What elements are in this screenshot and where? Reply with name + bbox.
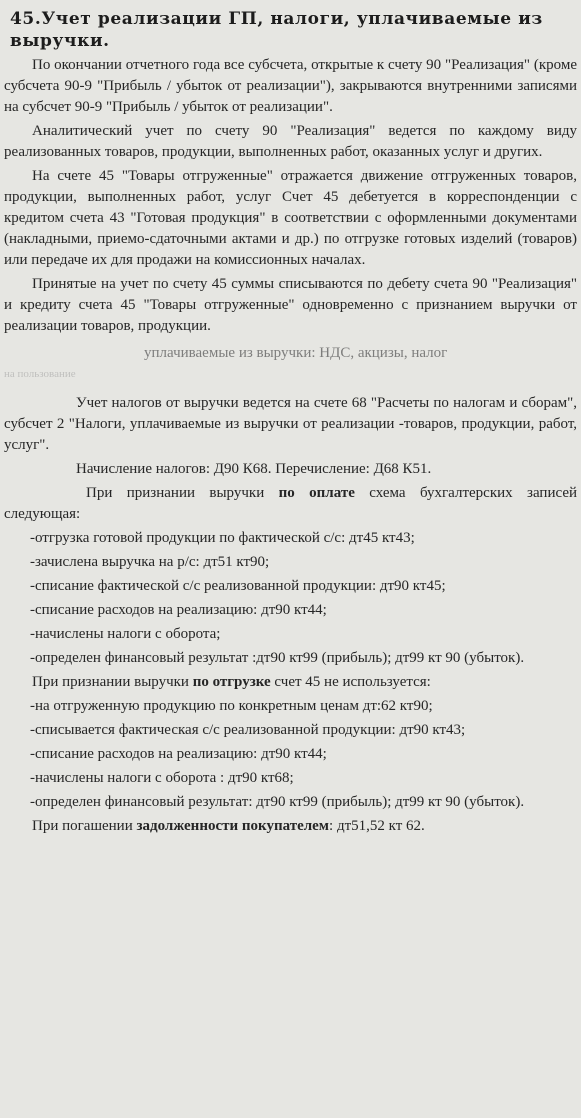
faded-text-fragment: на пользование	[4, 368, 76, 380]
paragraph-debt-repayment	[4, 816, 577, 837]
text: При признании выручки	[32, 674, 193, 690]
list-item: -списание расходов на реализацию: дт90 кт44;	[30, 602, 327, 618]
paragraph-tax-accounting: Учет налогов от выручки ведется на счете 68 "Расчеты по налогам и сборам", субсчет 2 "Налоги, уплачиваемые из выручки от реализации -товаров, продукции, работ, услуг".	[4, 395, 577, 453]
text: : дт51,52 кт 62.	[329, 818, 425, 834]
payment-entries-list	[4, 528, 577, 669]
bold-phrase: по оплате	[278, 485, 355, 501]
paragraph-subaccounts-closing: По окончании отчетного года все субсчета, открытые к счету 90 "Реализация" (кроме субсчета 90-9 "Прибыль / убыток от реализации"), закрываются внутренними записями на субсчет 90-9 "Прибыль / убыток от реализации".	[4, 57, 577, 115]
list-item: -списание фактической с/с реализованной продукции: дт90 кт45;	[30, 578, 446, 594]
list-item: -на отгруженную продукцию по конкретным ценам дт:62 кт90;	[30, 698, 433, 714]
paragraph-account-45: На счете 45 "Товары отгруженные" отражается движение отгруженных товаров, продукции, выполненных работ, услуг Счет 45 дебетуется в корреспонденции с кредитом счета 43 "Готовая продукция" в соответствии с оформленными документами (накладными, приемо-сдаточными актами и др.) по отгрузке готовых изделий (товаров) или передаче их для продажи на комиссионных началах.	[4, 168, 577, 268]
page-title: 45.Учет реализации ГП, налоги, уплачиваемые из выручки.	[10, 9, 543, 51]
paragraph-shipment-scheme	[4, 672, 577, 693]
bold-phrase: по отгрузке	[192, 674, 271, 690]
paragraph-payment-scheme	[4, 483, 577, 525]
paragraph-tax-entries: Начисление налогов: Д90 К68. Перечисление: Д68 К51.	[76, 461, 432, 477]
list-item: -списывается фактическая с/с реализованной продукции: дт90 кт43;	[30, 722, 466, 738]
list-item: -определен финансовый результат: дт90 кт99 (прибыль); дт99 кт 90 (убыток).	[30, 794, 525, 810]
text: схема бухгалтерских записей следующая:	[4, 485, 577, 522]
faded-text-line: уплачиваемые из выручки: НДС, акцизы, налог	[144, 345, 448, 361]
text: При признании выручки	[86, 485, 279, 501]
list-item: -начислены налоги с оборота;	[30, 626, 221, 642]
list-item: -определен финансовый результат :дт90 кт99 (прибыль); дт99 кт 90 (убыток).	[30, 650, 525, 666]
paragraph-account-45-writeoff: Принятые на учет по счету 45 суммы списываются по дебету счета 90 "Реализация" и кредиту счета 45 "Товары отгруженные" одновременно с признанием выручки от реализации товаров, продукции.	[4, 276, 577, 334]
bold-phrase: задолженности покупателем	[136, 818, 330, 834]
list-item: -зачислена выручка на р/с: дт51 кт90;	[30, 554, 270, 570]
list-item: -начислены налоги с оборота : дт90 кт68;	[30, 770, 294, 786]
list-item: -отгрузка готовой продукции по фактической с/с: дт45 кт43;	[30, 530, 415, 546]
text: При погашении	[32, 818, 137, 834]
shipment-entries-list	[4, 696, 577, 813]
text: счет 45 не используется:	[270, 674, 431, 690]
list-item: -списание расходов на реализацию: дт90 кт44;	[30, 746, 327, 762]
paragraph-analytic-accounting: Аналитический учет по счету 90 "Реализация" ведется по каждому виду реализованных товаров, продукции, выполненных работ, оказанных услуг и других.	[4, 123, 577, 160]
